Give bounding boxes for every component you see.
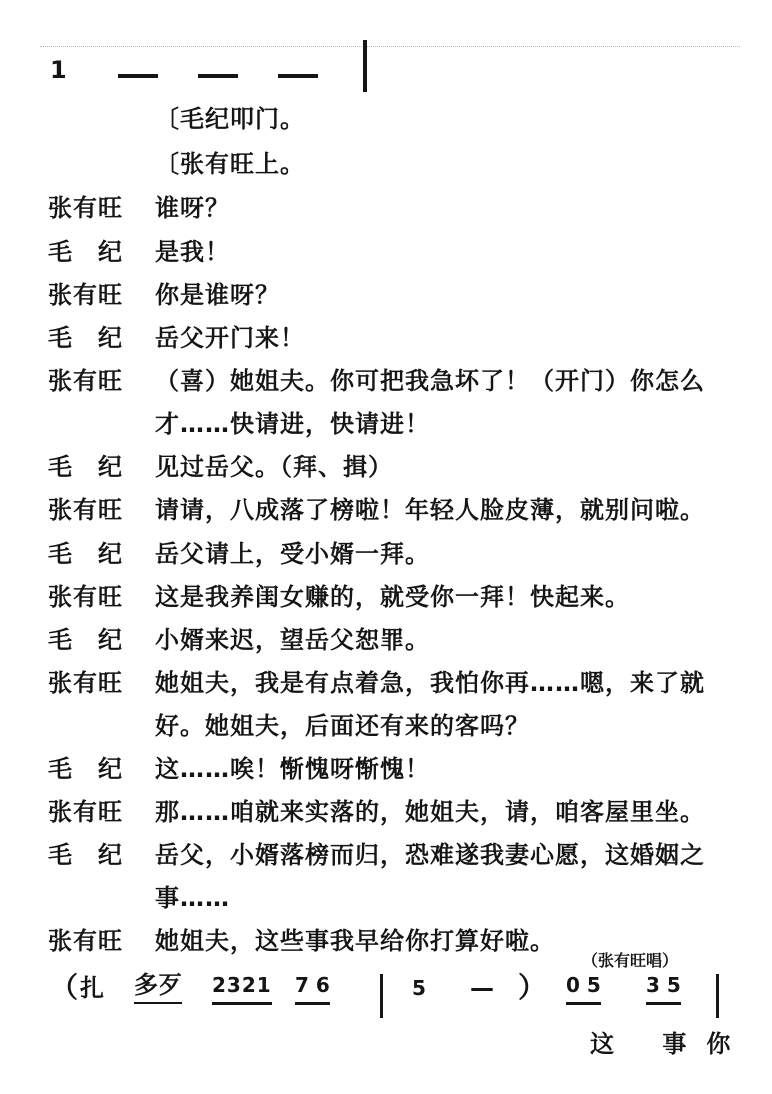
sustain-dash <box>278 74 318 78</box>
speaker-name: 毛 纪 <box>48 841 123 869</box>
note-group: 3 5 <box>646 968 681 1005</box>
dialogue-text: 见过岳父。（拜、揖） <box>155 453 393 481</box>
speaker-name: 张有旺 <box>48 194 123 222</box>
script-line <box>0 878 772 918</box>
dialogue-text: 这……唉！惭愧呀惭愧！ <box>155 755 430 783</box>
sustain-dash: — <box>470 974 494 1002</box>
speaker-name: 张有旺 <box>48 281 123 309</box>
stage-direction-text: 事…… <box>155 884 230 912</box>
sustain-dash <box>198 74 238 78</box>
script-line <box>0 188 772 228</box>
bar-line <box>380 974 383 1018</box>
speaker-name: 毛 纪 <box>48 540 123 568</box>
speaker-name: 张有旺 <box>48 798 123 826</box>
top-notation-row <box>0 40 772 100</box>
script-line <box>0 318 772 358</box>
dialogue-text: 谁呀？ <box>155 194 230 222</box>
script-line <box>0 232 772 272</box>
stage-direction-text: 才……快请进，快请进！ <box>155 410 430 438</box>
instrument-label: 扎 <box>80 974 104 1002</box>
script-line <box>0 835 772 875</box>
lyrics: 这 事你 <box>590 1030 751 1058</box>
open-paren: （ <box>50 971 79 1004</box>
dialogue-text: 你是谁呀？ <box>155 281 280 309</box>
script-line <box>0 361 772 401</box>
script-line <box>0 447 772 487</box>
speaker-name: 毛 纪 <box>48 238 123 266</box>
speaker-name: 毛 纪 <box>48 324 123 352</box>
note-group: 0 5 <box>566 968 601 1005</box>
dialogue-text: （喜）她姐夫。你可把我急坏了！（开门）你怎么 <box>155 367 705 395</box>
script-line <box>0 144 772 184</box>
beat-number: 1 <box>50 56 67 84</box>
bar-line <box>363 40 367 92</box>
singer-annotation: （张有旺唱） <box>582 951 679 970</box>
speaker-name: 张有旺 <box>48 927 123 955</box>
script-line <box>0 620 772 660</box>
script-line <box>0 792 772 832</box>
stage-direction-text: 〔毛纪叩门。 <box>155 105 305 133</box>
dialogue-text: 她姐夫，这些事我早给你打算好啦。 <box>155 927 555 955</box>
speaker-name: 张有旺 <box>48 367 123 395</box>
stage-direction-text: 好。她姐夫，后面还有来的客吗？ <box>155 712 530 740</box>
script-line <box>0 749 772 789</box>
note: 5 <box>412 976 426 1000</box>
faded-dotted-line <box>40 46 740 47</box>
bar-line <box>716 974 719 1018</box>
stage-direction-text: 〔张有旺上。 <box>155 150 305 178</box>
dialogue-text: 那……咱就来实落的，她姐夫，请，咱客屋里坐。 <box>155 798 705 826</box>
script-line <box>0 275 772 315</box>
dialogue-text: 她姐夫，我是有点着急，我怕你再……嗯，来了就 <box>155 669 705 697</box>
dialogue-text: 这是我养闺女赚的，就受你一拜！快起来。 <box>155 583 630 611</box>
close-paren: ） <box>518 971 547 1004</box>
speaker-name: 毛 纪 <box>48 626 123 654</box>
speaker-name: 张有旺 <box>48 496 123 524</box>
speaker-name: 毛 纪 <box>48 755 123 783</box>
sustain-dash <box>118 74 158 78</box>
script-line <box>0 404 772 444</box>
dialogue-text: 请请，八成落了榜啦！年轻人脸皮薄，就别问啦。 <box>155 496 705 524</box>
bottom-notation-row <box>0 968 772 1028</box>
note-group: 7 6 <box>295 968 330 1005</box>
instrument-label: 多歹 <box>134 968 182 1004</box>
speaker-name: 张有旺 <box>48 583 123 611</box>
dialogue-text: 岳父请上，受小婿一拜。 <box>155 540 430 568</box>
script-line <box>0 577 772 617</box>
script-line <box>0 663 772 703</box>
script-line <box>0 534 772 574</box>
dialogue-text: 岳父，小婿落榜而归，恐难遂我妻心愿，这婚姻之 <box>155 841 705 869</box>
note-group: 2321 <box>212 968 272 1005</box>
script-line <box>0 706 772 746</box>
script-line <box>0 99 772 139</box>
dialogue-text: 是我！ <box>155 238 230 266</box>
speaker-name: 毛 纪 <box>48 453 123 481</box>
dialogue-text: 小婿来迟，望岳父恕罪。 <box>155 626 430 654</box>
script-line <box>0 490 772 530</box>
dialogue-text: 岳父开门来！ <box>155 324 305 352</box>
speaker-name: 张有旺 <box>48 669 123 697</box>
